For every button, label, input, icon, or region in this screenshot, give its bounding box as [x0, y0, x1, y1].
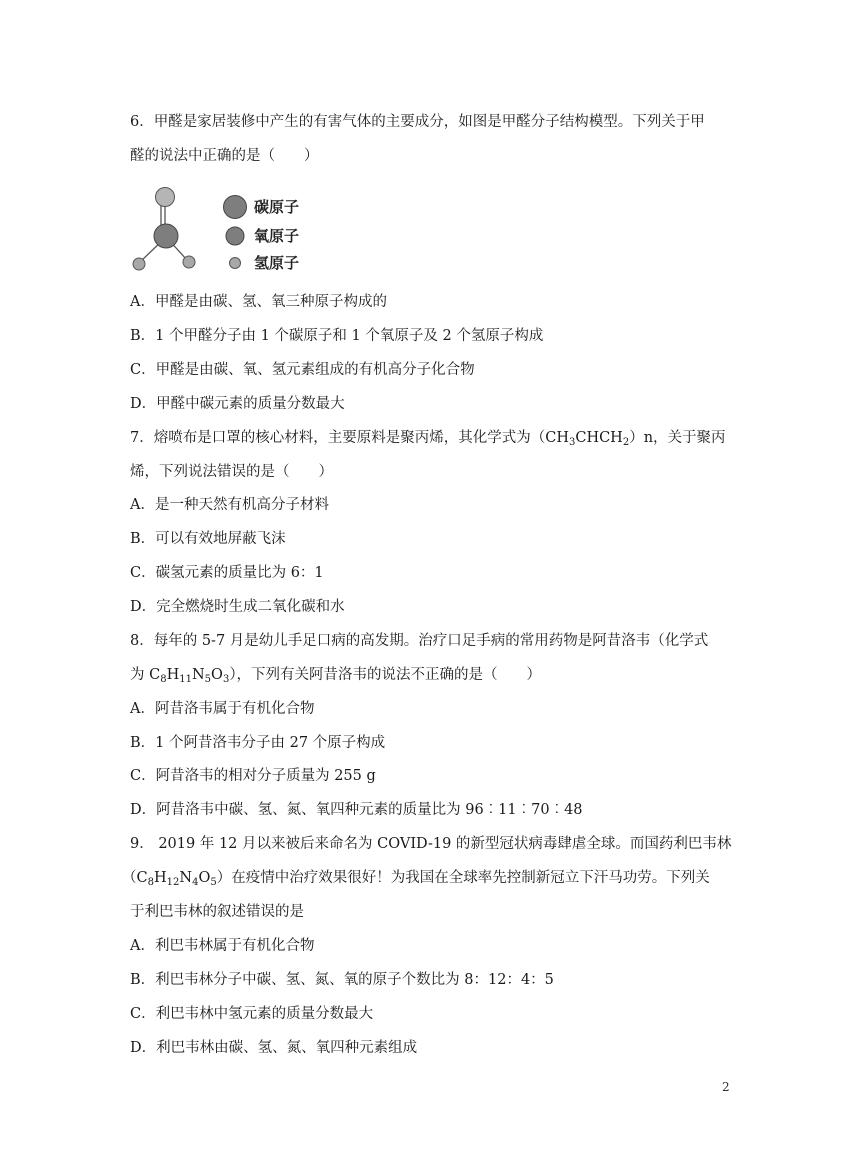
question-8-option-b: B．1 个阿昔洛韦分子由 27 个原子构成 — [130, 735, 386, 751]
question-6-option-b: B．1 个甲醛分子由 1 个碳原子和 1 个氧原子及 2 个氢原子构成 — [130, 328, 544, 344]
question-8-stem-line2: 为 $C_8H_{11}N_5O_3$），下列有关阿昔洛韦的说法不正确的是（ ） — [130, 667, 542, 685]
question-9-stem-line3: 于利巴韦林的叙述错误的是 — [130, 904, 304, 920]
question-8-option-a: A．阿昔洛韦属于有机化合物 — [130, 701, 315, 717]
legend-hydrogen-label: 氢原子 — [254, 254, 300, 272]
question-6-option-c: C．甲醛是由碳、氧、氢元素组成的有机高分子化合物 — [130, 362, 475, 378]
question-7-option-a: A．是一种天然有机高分子材料 — [130, 497, 329, 513]
question-9-option-b: B．利巴韦林分子中碳、氢、氮、氧的原子个数比为 8：12：4：5 — [130, 972, 554, 988]
question-6-option-d: D．甲醛中碳元素的质量分数最大 — [130, 396, 345, 412]
question-7-stem-line2: 烯，下列说法错误的是（ ） — [130, 464, 333, 480]
question-6-stem-line2: 醛的说法中正确的是（ ） — [130, 148, 319, 164]
legend-oxygen-label: 氧原子 — [254, 227, 300, 245]
question-9-stem-line2: $(C_8H_{12}N_4O_5)$在疫情中治疗效果很好！为我国在全球率先控制新冠立下汗马功劳。下列关 — [122, 870, 710, 888]
legend-carbon-label: 碳原子 — [254, 198, 300, 216]
question-6-stem-line1: 6．甲醛是家居装修中产生的有害气体的主要成分，如图是甲醛分子结构模型。下列关于甲 — [130, 114, 705, 130]
question-7-stem-line1: 7．熔喷布是口罩的核心材料，主要原料是聚丙烯，其化学式为$(CH_3CHCH_2)n$，关于聚丙 — [130, 430, 726, 448]
legend-hydrogen-icon — [230, 258, 241, 269]
question-7-option-b: B．可以有效地屏蔽飞沫 — [130, 531, 286, 547]
question-8-option-d: D．阿昔洛韦中碳、氢、氮、氧四种元素的质量比为 96︰11︰70︰48 — [130, 802, 583, 818]
question-9-option-c: C．利巴韦林中氢元素的质量分数最大 — [130, 1006, 374, 1022]
question-7-option-c: C．碳氢元素的质量比为 6：1 — [130, 565, 324, 581]
question-6-option-a: A．甲醛是由碳、氢、氧三种原子构成的 — [130, 294, 387, 310]
page-number: 2 — [722, 1080, 730, 1094]
question-8-option-c: C．阿昔洛韦的相对分子质量为 255 g — [130, 768, 376, 784]
carbon-atom — [154, 224, 178, 248]
oxygen-atom — [156, 188, 175, 207]
question-9-stem-line1: 9． 2019 年 12 月以来被后来命名为 COVID-19 的新型冠状病毒肆虐全球。而国药利巴韦林 — [130, 836, 732, 852]
question-8-stem-line1: 8．每年的 5-7 月是幼儿手足口病的高发期。治疗口足手病的常用药物是阿昔洛韦（化学式 — [130, 633, 709, 649]
question-9-option-d: D．利巴韦林由碳、氢、氮、氧四种元素组成 — [130, 1040, 418, 1056]
legend-carbon-icon — [224, 196, 247, 219]
question-9-option-a: A．利巴韦林属于有机化合物 — [130, 938, 315, 954]
legend-oxygen-icon — [226, 227, 244, 245]
hydrogen-atom — [183, 256, 195, 268]
question-7-option-d: D．完全燃烧时生成二氧化碳和水 — [130, 599, 345, 615]
hydrogen-atom — [133, 258, 145, 270]
